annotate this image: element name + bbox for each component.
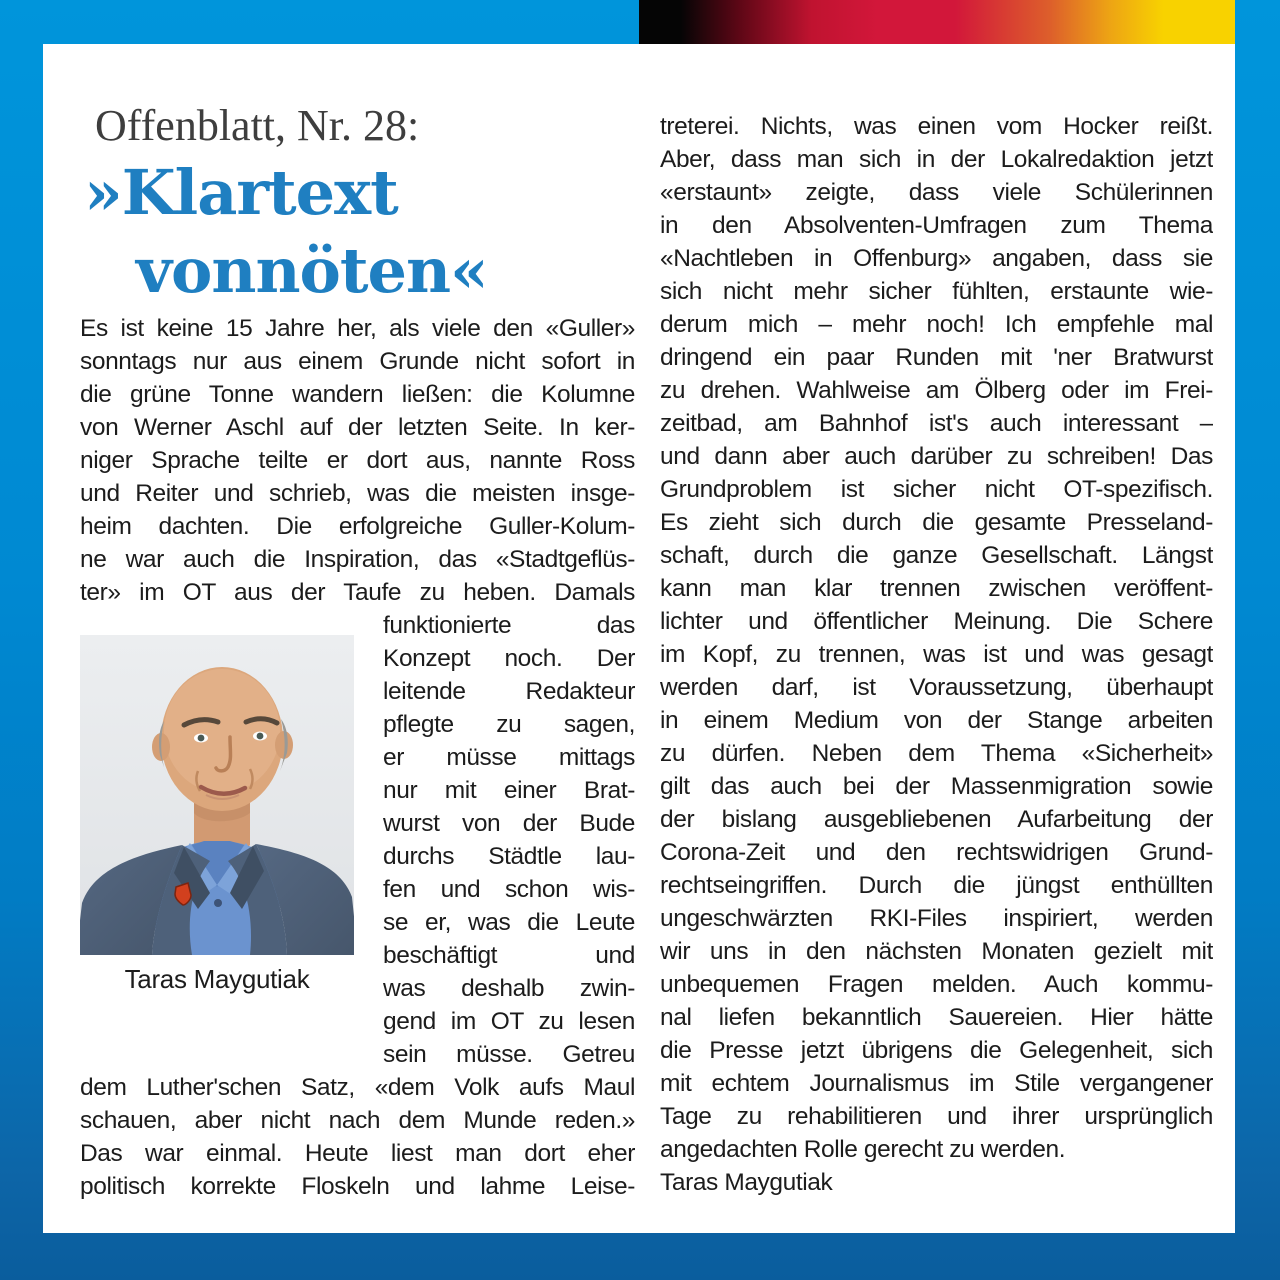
body-text-line: zu drehen. Wahlweise am Ölberg oder im Frei- (660, 377, 1213, 404)
right-column (660, 110, 1213, 1203)
photo-and-text-row (80, 609, 635, 1071)
body-text-line: kann man klar trennen zwischen veröffent- (660, 575, 1213, 602)
left-column (80, 44, 635, 1203)
body-text-line: und Reiter und schrieb, was die meisten insge- (80, 480, 635, 507)
body-text-line: Konzept noch. Der (383, 645, 635, 672)
body-text-line: treterei. Nichts, was einen vom Hocker reißt. (660, 113, 1213, 140)
body-text-line: leitende Redakteur (383, 678, 635, 705)
kicker: Offenblatt, Nr. 28: (95, 101, 420, 150)
paragraph-intro (80, 312, 635, 609)
body-text-line: pflegte zu sagen, (383, 711, 635, 738)
body-text-line: sonntags nur aus einem Grunde nicht sofort in (80, 348, 635, 375)
body-text-line: rechtseingriffen. Durch die jüngst enthüllten (660, 872, 1213, 899)
body-text-line: nal liefen bekanntlich Sauereien. Hier hätte (660, 1004, 1213, 1031)
body-text-line: zeitbad, am Bahnhof ist's auch interessant – (660, 410, 1213, 437)
portrait-photo (80, 635, 354, 955)
body-text-line: lichter und öffentlicher Meinung. Die Schere (660, 608, 1213, 635)
body-text-line: die Presse jetzt übrigens die Gelegenheit, sich (660, 1037, 1213, 1064)
body-text-line: wir uns in den nächsten Monaten gezielt mit (660, 938, 1213, 965)
body-text-line: im Kopf, zu trennen, was ist und was gesagt (660, 641, 1213, 668)
body-text-line: sein müsse. Getreu (383, 1041, 635, 1068)
body-text-line: sich nicht mehr sicher fühlten, erstaunte wie- (660, 278, 1213, 305)
body-text-line: Aber, dass man sich in der Lokalredaktion jetzt (660, 146, 1213, 173)
body-text-line: wurst von der Bude (383, 810, 635, 837)
body-text-line: derum mich – mehr noch! Ich empfehle mal (660, 311, 1213, 338)
body-text-line: Corona-Zeit und den rechtswidrigen Grund- (660, 839, 1213, 866)
author-signature: Taras Maygutiak (660, 1169, 833, 1196)
body-text-line: «erstaunt» zeigte, dass viele Schülerinnen (660, 179, 1213, 206)
body-text-line: mit echtem Journalismus im Stile vergangener (660, 1070, 1213, 1097)
body-text-line: Es zieht sich durch die gesamte Presseland- (660, 509, 1213, 536)
body-text-line: gend im OT zu lesen (383, 1008, 635, 1035)
body-text-line: dem Luther'schen Satz, «dem Volk aufs Maul (80, 1074, 635, 1101)
body-text-line: durchs Städtle lau- (383, 843, 635, 870)
body-text-line: was deshalb zwin- (383, 975, 635, 1002)
body-text-line: dringend ein paar Runden mit 'ner Bratwurst (660, 344, 1213, 371)
body-text-line: in einem Medium von der Stange arbeiten (660, 707, 1213, 734)
body-text-line: niger Sprache teilte er dort aus, nannte Ross (80, 447, 635, 474)
body-text-line: ungeschwärzten RKI-Files inspiriert, werden (660, 905, 1213, 932)
body-text-line: politisch korrekte Floskeln und lahme Leise- (80, 1173, 635, 1200)
body-text-line: Das war einmal. Heute liest man dort eher (80, 1140, 635, 1167)
paragraph-right (660, 110, 1213, 1166)
article-columns (80, 44, 1213, 1203)
german-flag-stripe (639, 0, 1235, 44)
body-text-line: beschäftigt und (383, 942, 635, 969)
photo-block (80, 635, 354, 1071)
body-text-line: heim dachten. Die erfolgreiche Guller-Kolum- (80, 513, 635, 540)
body-text-line: nur mit einer Brat- (383, 777, 635, 804)
body-text-line: fen und schon wis- (383, 876, 635, 903)
body-text-line: die grüne Tonne wandern ließen: die Kolumne (80, 381, 635, 408)
body-text-line: ter» im OT aus der Taufe zu heben. Damals (80, 579, 635, 606)
body-text-line: er müsse mittags (383, 744, 635, 771)
body-text-line: und dann aber auch darüber zu schreiben! Das (660, 443, 1213, 470)
body-text-line: Es ist keine 15 Jahre her, als viele den «Guller» (80, 315, 635, 342)
body-text-line: angedachten Rolle gerecht zu werden. (660, 1136, 1066, 1163)
body-text-line: gilt das auch bei der Massenmigration sowie (660, 773, 1213, 800)
body-text-line: funktionierte das (383, 612, 635, 639)
body-text-line: zu dürfen. Neben dem Thema «Sicherheit» (660, 740, 1213, 767)
paragraph-left-bottom (80, 1071, 635, 1203)
headline-line-1: »Klartext (84, 156, 398, 229)
headline-line-2: vonnöten« (136, 234, 488, 307)
body-text-line: werden darf, ist Voraussetzung, überhaupt (660, 674, 1213, 701)
paragraph-beside-photo (383, 609, 635, 1071)
body-text-line: Grundproblem ist sicher nicht OT-spezifisch. (660, 476, 1213, 503)
body-text-line: in den Absolventen-Umfragen zum Thema (660, 212, 1213, 239)
body-text-line: se er, was die Leute (383, 909, 635, 936)
article-page (43, 44, 1235, 1233)
body-text-line: der bislang ausgebliebenen Aufarbeitung der (660, 806, 1213, 833)
photo-caption: Taras Maygutiak (124, 964, 310, 994)
body-text-line: schauen, aber nicht nach dem Munde reden.» (80, 1107, 635, 1134)
body-text-line: unbequemen Fragen melden. Auch kommu- (660, 971, 1213, 998)
body-text-line: von Werner Aschl auf der letzten Seite. In ker- (80, 414, 635, 441)
body-text-line: ne war auch die Inspiration, das «Stadtgeflüs- (80, 546, 635, 573)
headline (80, 154, 635, 310)
body-text-line: «Nachtleben in Offenburg» angaben, dass sie (660, 245, 1213, 272)
body-text-line: schaft, durch die ganze Gesellschaft. Längst (660, 542, 1213, 569)
body-text-line: Tage zu rehabilitieren und ihrer ursprünglich (660, 1103, 1213, 1130)
